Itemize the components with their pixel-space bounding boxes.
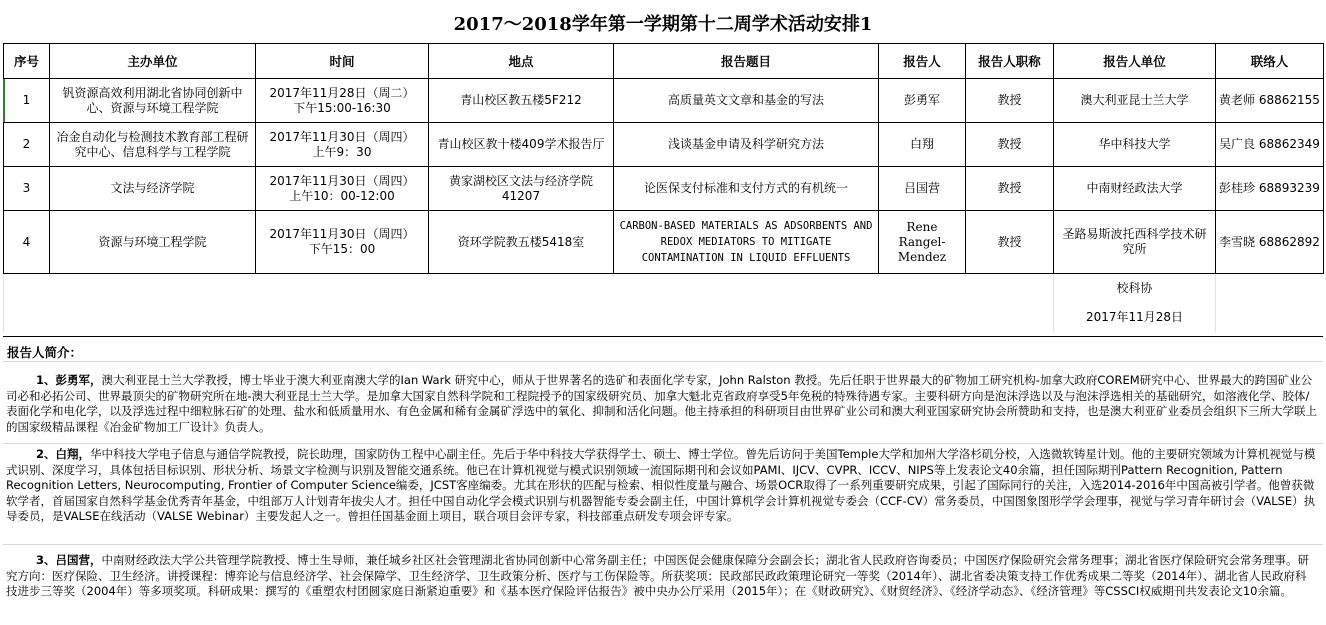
cell-unit[interactable]: 华中科技大学 [1054,123,1216,167]
empty-cell[interactable] [4,303,1054,332]
cell-unit[interactable]: 澳大利亚昆士兰大学 [1054,79,1216,123]
bio-name: 2、白翔， [36,447,91,461]
footer-org[interactable]: 校科协 [1054,274,1216,304]
header-speaker[interactable]: 报告人 [879,44,966,79]
cell-contact[interactable]: 彭桂珍 68893239 [1216,167,1324,211]
bio-text: 华中科技大学电子信息与通信学院教授，院长助理，国家防伪工程中心副主任。先后于华中科技大学获得学士、硕士、博士学位。曾先后访问于美国Temple大学和加州大学洛杉矶分校，入选微软铸星计划。他的主要研究领域为计算机视觉与模式识别、深度学习，具体包括目标识别、形状分析、场景文字检测与识别及智能交通系统。他已在计算机视觉与模式识别领域一流国际期刊和会议如PAMI、IJCV、CVPR、ICCV、NIPS等上发表论文40余篇，担任国际期刊Pattern Recognition, Pattern Recognition Letters, Neurocomputing, Frontier of Computer Science编委，JCST客座编委。尤其在形状的匹配与检索、相似性度量与融合、场景OCR取得了一系列重要研究成果，引起了国际同行的关注，入选2014-2016年中国高被引学者。他曾获微软学者，首届国家自然科学基金优秀青年基金，中组部万人计划青年拔尖人才。担任中国自动化学会模式识别与机器智能专委会副主任，中国计算机学会计算机视觉专委会（CCF-CV）常务委员，中国图象图形学学会理事，视觉与学习青年研讨会（VALSE）执导委员，是VALSE在线活动（VALSE Webinar）主要发起人之一。曾担任国基金面上项目，联合项目会评专家，科技部重点研发专项会评专家。 [6,447,1316,523]
time-date: 2017年11月30日（周四） [269,173,415,188]
intro-heading: 报告人简介： [7,345,83,360]
table-row [4,79,1324,123]
time-date: 2017年11月30日（周四） [269,129,415,144]
schedule-table [3,43,1324,332]
cell-host[interactable]: 资源与环境工程学院 [50,211,256,274]
cell-no[interactable]: 3 [4,167,50,211]
cell-time[interactable] [256,79,429,123]
time-date: 2017年11月30日（周四） [269,227,415,241]
bio-paragraph[interactable] [6,447,1318,525]
divider [3,361,1323,362]
header-row [4,44,1324,79]
cell-speaker[interactable]: Rene Rangel-Mendez [879,211,966,274]
cell-contact[interactable]: 李雪晓 68862892 [1216,211,1324,274]
header-place[interactable]: 地点 [429,44,614,79]
cell-contact[interactable]: 黄老师 68862155 [1216,79,1324,123]
cell-unit[interactable]: 圣路易斯波托西科学技术研究所 [1054,211,1216,274]
header-contact[interactable]: 联络人 [1216,44,1324,79]
time-hours: 下午15：00 [308,242,376,256]
cell-speaker[interactable]: 白翔 [879,123,966,167]
cell-place[interactable]: 青山校区教五楼5F212 [429,79,614,123]
cell-host[interactable]: 文法与经济学院 [50,167,256,211]
cell-time[interactable] [256,123,429,167]
cell-time[interactable] [256,167,429,211]
cell-time[interactable] [256,211,429,274]
cell-rank[interactable]: 教授 [966,123,1054,167]
header-rank[interactable]: 报告人职称 [966,44,1054,79]
divider [3,544,1323,545]
cell-contact[interactable]: 吴广良 68862349 [1216,123,1324,167]
time-hours: 下午15:00-16:30 [293,100,391,115]
cell-no[interactable]: 4 [4,211,50,274]
footer-row [4,274,1324,304]
cell-host[interactable]: 钒资源高效利用湖北省协同创新中心、资源与环境工程学院 [50,79,256,123]
row-selection-marker [3,79,5,122]
table-row [4,211,1324,274]
empty-cell[interactable] [1216,274,1324,304]
divider [3,443,1323,444]
time-hours: 上午9：30 [312,144,372,159]
cell-unit[interactable]: 中南财经政法大学 [1054,167,1216,211]
cell-speaker[interactable]: 彭勇军 [879,79,966,123]
header-topic[interactable]: 报告题目 [614,44,879,79]
time-date: 2017年11月28日（周二） [269,85,415,100]
header-host[interactable]: 主办单位 [50,44,256,79]
cell-host[interactable]: 冶金自动化与检测技术教育部工程研究中心、信息科学与工程学院 [50,123,256,167]
bio-paragraph[interactable] [6,373,1318,435]
bio-text: 澳大利亚昆士兰大学教授，博士毕业于澳大利亚南澳大学的Ian Wark 研究中心，师从于世界著名的选矿和表面化学专家，John Ralston 教授。先后任职于世界最大的矿物加工研究机构-加拿大政府COREM研究中心、世界最大的跨国矿业公司必和必拓公司、世界最顶尖的矿物研究所在地-澳大利亚昆士兰大学。是加拿大国家自然科学院和工程院授予的国家级研究员、加拿大魁北克省政府享受5年免税的特殊待遇专家。主要科研方向是泡沫浮选以及与泡沫浮选相关的基础研究，如溶液化学、胶体/表面化学和电化学，以及浮选过程中细粒脉石矿的处理、盐水和低质量用水、有色金属和稀有金属矿浮选中的氧化、抑制和活化问题。他主持承担的科研项目由世界矿业公司和澳大利亚国家研究协会所赞助和支持，也是澳大利亚矿业委员会组织下三所大学联上的国家级精品课程《冶金矿物加工厂设计》负责人。 [6,373,1317,434]
table-row [4,123,1324,167]
cell-speaker[interactable]: 吕国营 [879,167,966,211]
cell-rank[interactable]: 教授 [966,167,1054,211]
footer-date[interactable]: 2017年11月28日 [1054,303,1216,332]
footer-row [4,303,1324,332]
header-time[interactable]: 时间 [256,44,429,79]
header-unit[interactable]: 报告人单位 [1054,44,1216,79]
cell-topic[interactable]: 浅谈基金申请及科学研究方法 [614,123,879,167]
empty-cell[interactable] [4,274,1054,304]
bio-name: 3、吕国营， [36,553,102,567]
cell-topic[interactable]: 论医保支付标准和支付方式的有机统一 [614,167,879,211]
bio-paragraph[interactable] [6,553,1318,600]
empty-cell[interactable] [1216,303,1324,332]
table-row [4,167,1324,211]
cell-no[interactable]: 2 [4,123,50,167]
cell-place[interactable]: 资环学院教五楼5418室 [429,211,614,274]
cell-place[interactable]: 青山校区教十楼409学术报告厅 [429,123,614,167]
header-no[interactable]: 序号 [4,44,50,79]
bio-text: 中南财经政法大学公共管理学院教授、博士生导师，兼任城乡社区社会管理湖北省协同创新中心常务副主任；中国医促会健康保障分会副会长；湖北省人民政府咨询委员；中国医疗保险研究会常务理事；湖北省医疗保险研究会常务理事。研究方向：医疗保险、卫生经济。讲授课程：博弈论与信息经济学、社会保障学、卫生经济学、卫生政策分析、医疗与工伤保险等。所获奖项：民政部民政政策理论研究一等奖（2014年）、湖北省委决策支持工作优秀成果二等奖（2014年）、湖北省人民政府科技进步三等奖（2004年）等多项奖项。科研成果：撰写的《重塑农村团圆家庭日渐紧迫重要》和《基本医疗保险评估报告》被中央办公厅采用（2015年）；在《财政研究》、《财贸经济》、《经济学动态》、《经济管理》等CSSCI权威期刊共发表论文10余篇。 [6,553,1310,598]
cell-topic[interactable]: 高质量英文文章和基金的写法 [614,79,879,123]
sheet-title: 2017～2018学年第一学期第十二周学术活动安排1 [3,3,1323,44]
cell-rank[interactable]: 教授 [966,79,1054,123]
time-hours: 上午10：00-12:00 [289,188,395,203]
speaker-intro-section [3,336,1323,625]
cell-no[interactable]: 1 [4,79,50,123]
cell-place[interactable]: 黄家湖校区文法与经济学院41207 [429,167,614,211]
cell-topic[interactable]: CARBON-BASED MATERIALS AS ADSORBENTS AND REDOX MEDIATORS TO MITIGATE CONTAMINATION IN LIQUID EFFLUENTS [614,211,879,274]
bio-name: 1、彭勇军， [36,373,102,387]
cell-rank[interactable]: 教授 [966,211,1054,274]
